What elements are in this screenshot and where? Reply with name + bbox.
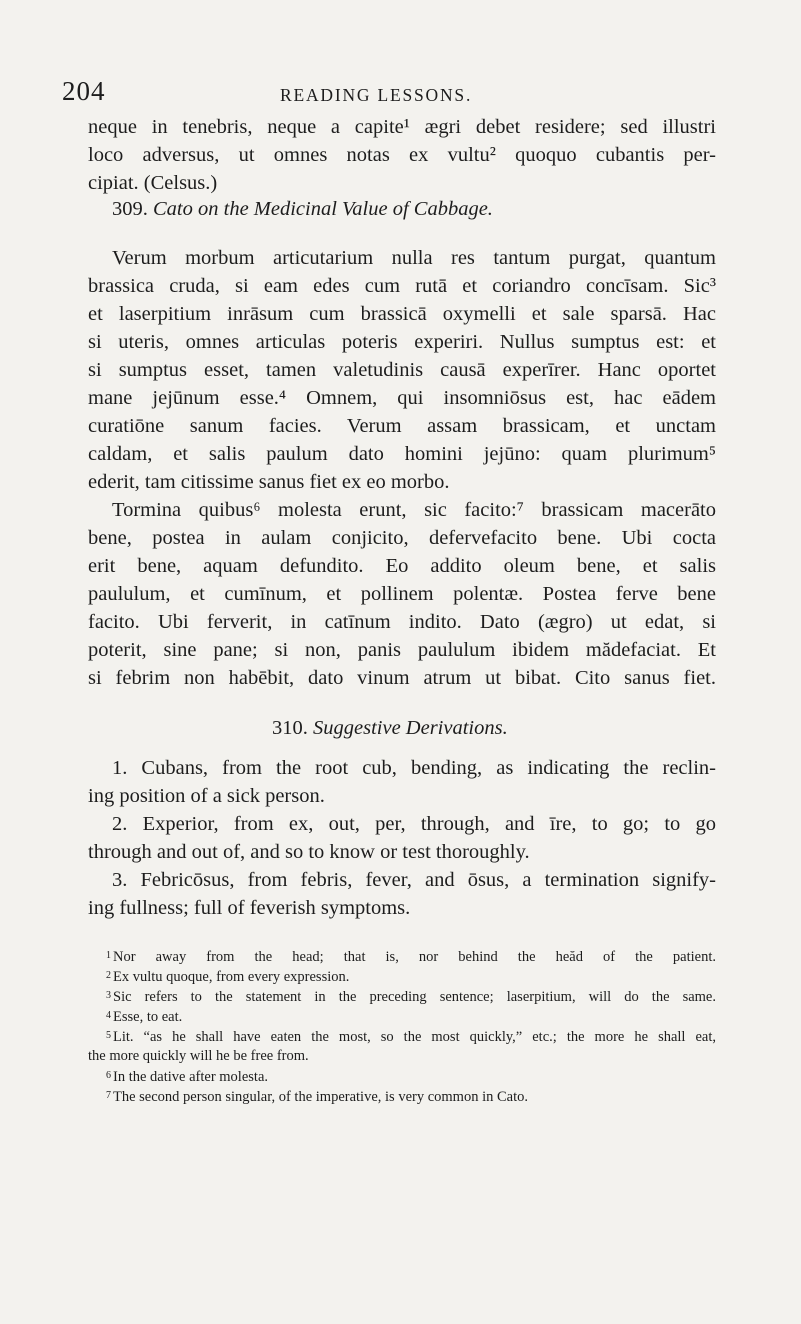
- footnote-mark: 3: [106, 990, 111, 1001]
- footnote-mark: 4: [106, 1010, 111, 1021]
- footnote: [106, 1087, 716, 1105]
- section-310-heading: [272, 715, 508, 741]
- footnote-text: Lit. “as he shall have eaten the most, so the most quickly,” etc.; the more he shall eat,: [113, 1029, 716, 1045]
- section-309-heading: [112, 196, 493, 222]
- text-line: bene, postea in aulam conjicito, defervefacito bene. Ubi cocta: [88, 527, 716, 549]
- footnote: [106, 987, 716, 1005]
- footnote-text: The second person singular, of the imperative, is very common in Cato.: [113, 1089, 528, 1105]
- text-line: through and out of, and so to know or test thoroughly.: [88, 841, 530, 863]
- text-line: loco adversus, ut omnes notas ex vultu² quoquo cubantis per-: [88, 144, 716, 166]
- footnote: [106, 1007, 716, 1025]
- page-number: 204: [62, 76, 106, 106]
- text-line: caldam, et salis paulum dato homini jejūno: quam plurimum⁵: [88, 443, 716, 465]
- footnote-text: Ex vultu quoque, from every expression.: [113, 969, 350, 985]
- text-line: 1. Cubans, from the root cub, bending, as indicating the reclin-: [112, 757, 716, 779]
- text-line: si uteris, omnes articulas poteris experiri. Nullus sumptus est: et: [88, 331, 716, 353]
- footnote: [106, 1067, 716, 1085]
- footnote-text: Nor away from the head; that is, nor behind the heăd of the patient.: [113, 949, 716, 965]
- text-line: neque in tenebris, neque a capite¹ ægri debet residere; sed illustri: [88, 116, 716, 138]
- footnote-continuation: [88, 1047, 716, 1065]
- text-line: si febrim non habēbit, dato vinum atrum ut bibat. Cito sanus fiet.: [88, 667, 716, 689]
- section-number: 309.: [112, 198, 148, 220]
- text-line: ederit, tam citissime sanus fiet ex eo morbo.: [88, 471, 450, 493]
- text-line: 2. Experior, from ex, out, per, through, and īre, to go; to go: [112, 813, 716, 835]
- text-line: et laserpitium inrāsum cum brassicā oxymelli et sale sparsā. Hac: [88, 303, 716, 325]
- footnote-text: In the dative after molesta.: [113, 1069, 269, 1085]
- text-line: erit bene, aquam defundito. Eo addito oleum bene, et salis: [88, 555, 716, 577]
- text-line: cipiat. (Celsus.): [88, 172, 218, 194]
- footnote: [106, 1027, 716, 1045]
- footnote-mark: 5: [106, 1030, 111, 1041]
- section-title: Cato on the Medicinal Value of Cabbage.: [153, 198, 493, 220]
- running-head: READING LESSONS.: [280, 85, 473, 105]
- footnote-mark: 1: [106, 950, 111, 961]
- text-line: Tormina quibus⁶ molesta erunt, sic facito:⁷ brassicam macerāto: [112, 499, 716, 521]
- text-line: 3. Febricōsus, from febris, fever, and ōsus, a termination signify-: [112, 869, 716, 891]
- section-number: 310.: [272, 717, 308, 739]
- page-header: [62, 76, 702, 112]
- text-line: curatiōne sanum facies. Verum assam brassicam, et unctam: [88, 415, 716, 437]
- footnote: [106, 967, 716, 985]
- text-line: poterit, sine pane; si non, panis paululum ibidem mădefaciat. Et: [88, 639, 716, 661]
- footnote-mark: 6: [106, 1070, 111, 1081]
- text-line: si sumptus esset, tamen valetudinis causā experīrer. Hanc oportet: [88, 359, 716, 381]
- footnote-mark: 7: [106, 1090, 111, 1101]
- footnote: [106, 947, 716, 965]
- section-title: Suggestive Derivations.: [313, 717, 508, 739]
- footnote-text: Esse, to eat.: [113, 1009, 183, 1025]
- footnote-text: Sic refers to the statement in the preceding sentence; laserpitium, will do the same.: [113, 989, 716, 1005]
- text-line: ing fullness; full of feverish symptoms.: [88, 897, 411, 919]
- footnote-text: the more quickly will he be free from.: [88, 1048, 309, 1064]
- footnote-mark: 2: [106, 970, 111, 981]
- text-line: ing position of a sick person.: [88, 785, 325, 807]
- text-line: Verum morbum articutarium nulla res tantum purgat, quantum: [112, 247, 716, 269]
- text-line: brassica cruda, si eam edes cum rutā et coriandro concīsam. Sic³: [88, 275, 716, 297]
- text-line: paululum, et cumīnum, et pollinem polentæ. Postea ferve bene: [88, 583, 716, 605]
- text-line: facito. Ubi ferverit, in catīnum indito. Dato (ægro) ut edat, si: [88, 611, 716, 633]
- text-line: mane jejūnum esse.⁴ Omnem, qui insomniōsus est, hac eādem: [88, 387, 716, 409]
